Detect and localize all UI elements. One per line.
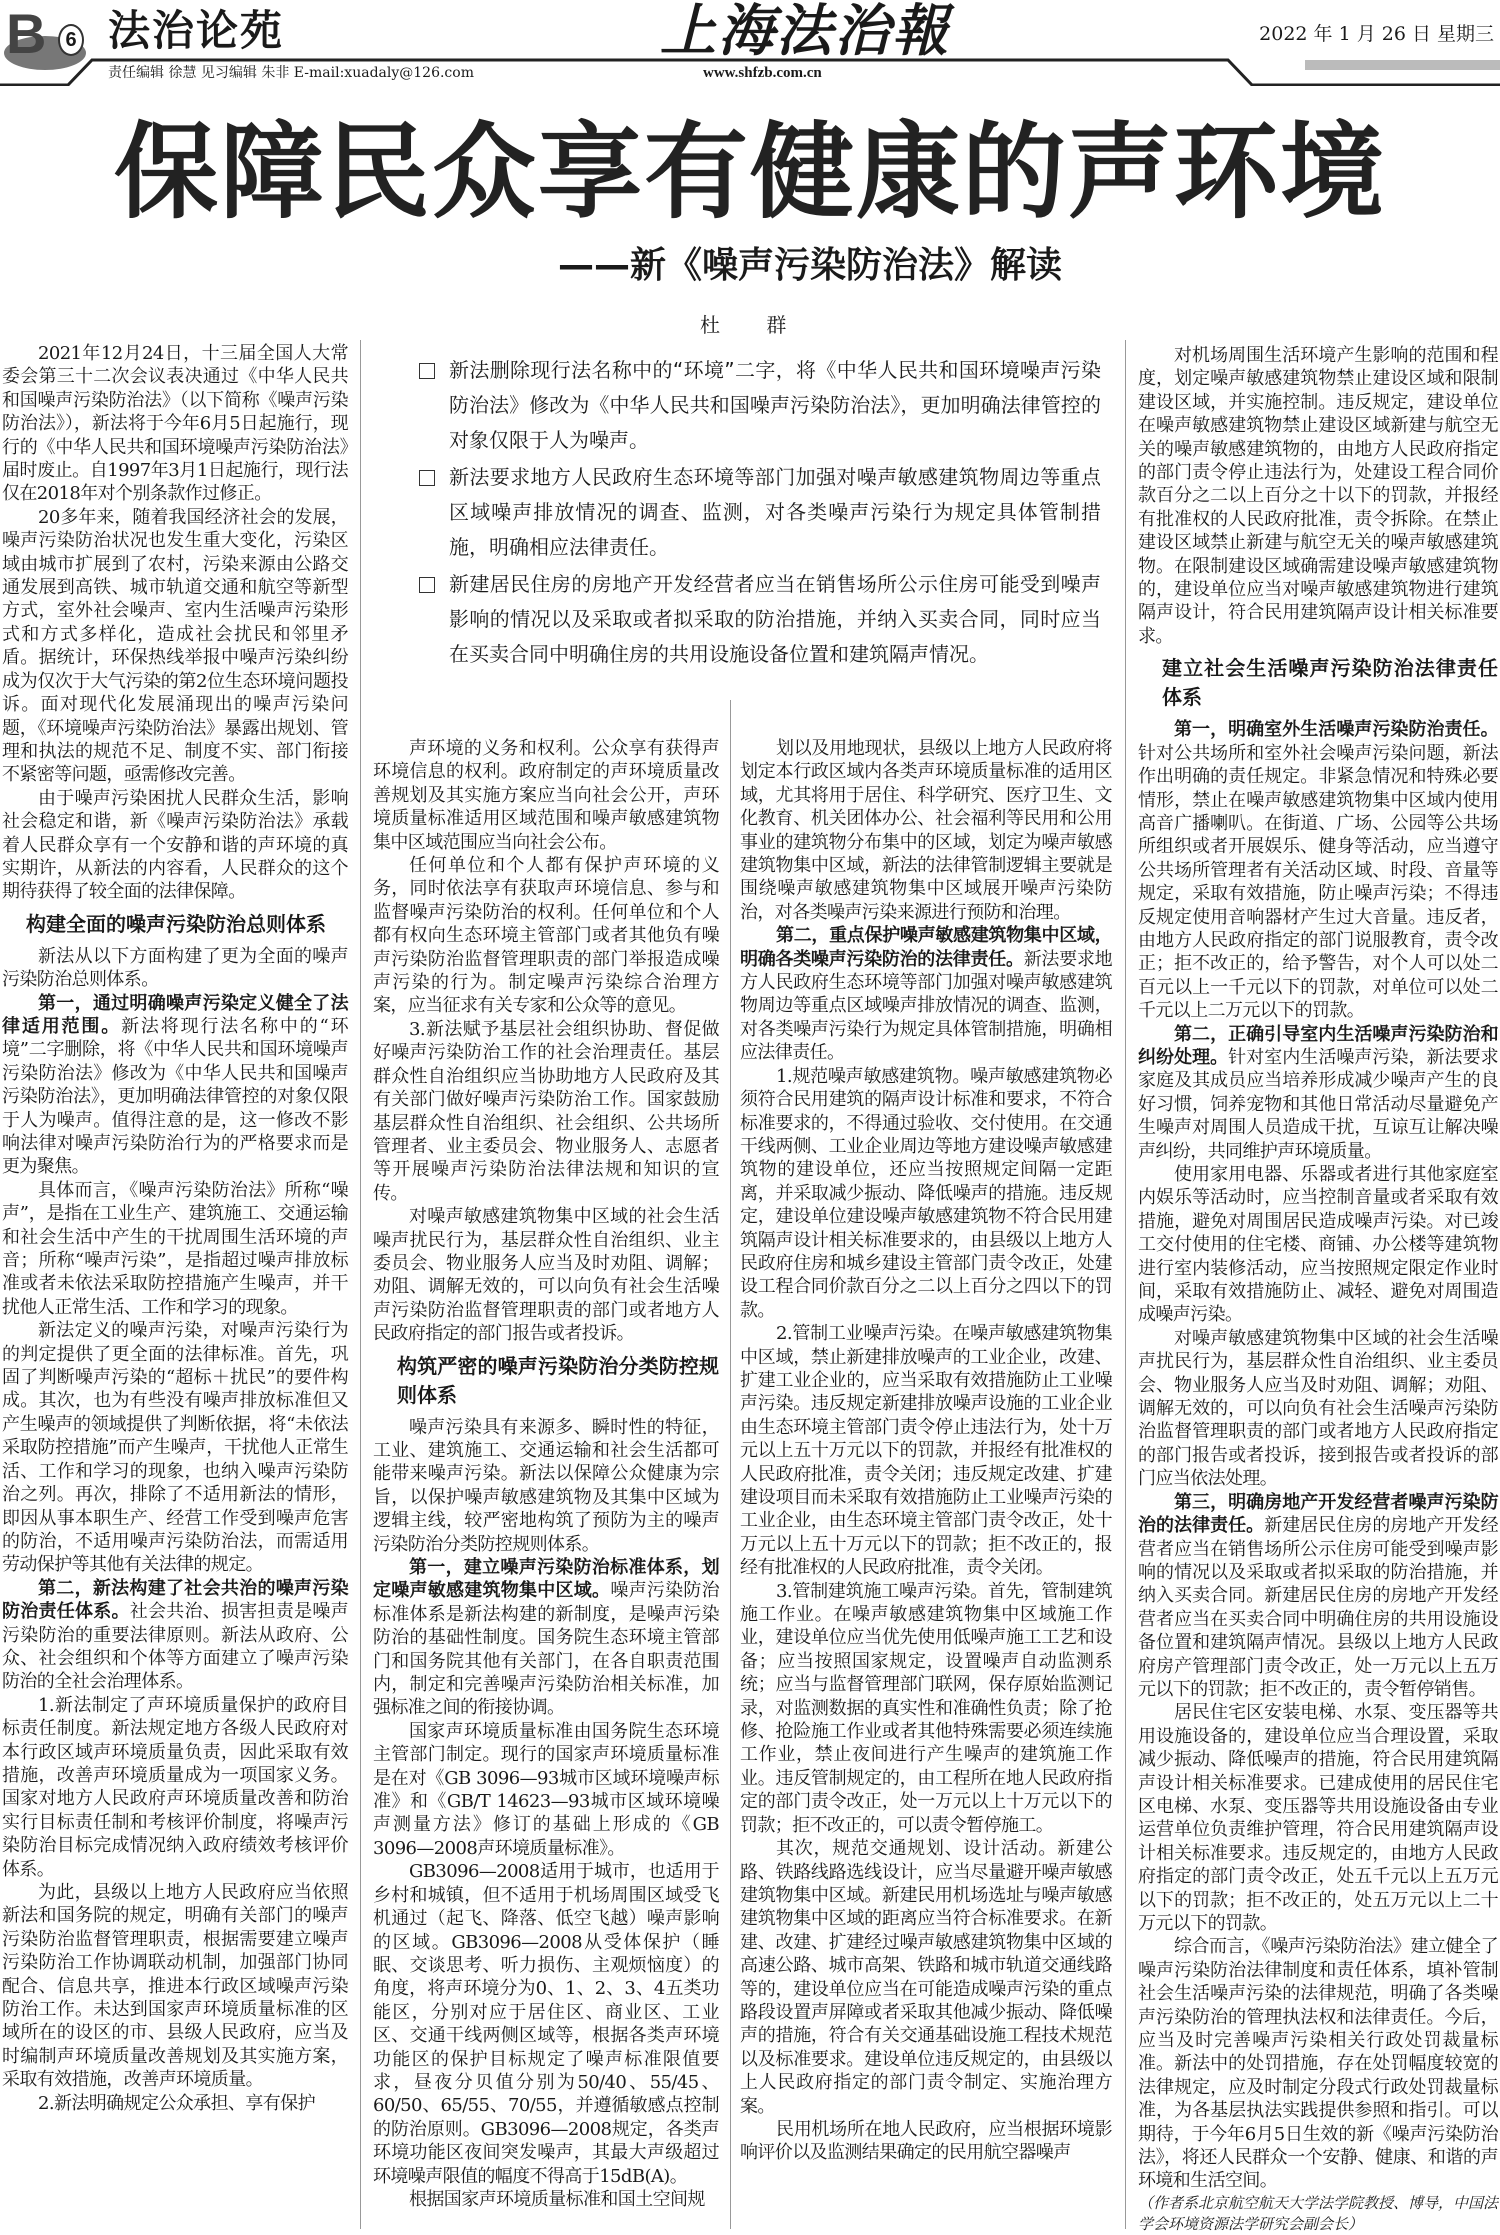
article-column-1 bbox=[2, 342, 348, 2115]
section-heading: 构筑严密的噪声污染防治分类防控规则体系 bbox=[397, 1353, 719, 1407]
paragraph-text: 噪声污染防治标准体系是新法构建的新制度，是噪声污染防治的基础性制度。国务院生态环境主管部门和国务院其他有关部门，在各自职责范围内，制定和完善噪声污染防治相关标准，加强标准之间的衔接协调。 bbox=[373, 1580, 720, 1719]
paragraph bbox=[2, 1881, 348, 2092]
paragraph bbox=[1138, 1163, 1498, 1327]
section-name: 法治论苑 bbox=[108, 6, 285, 55]
paragraph-text: 新法定义的噪声污染，对噪声污染行为的判定提供了更全面的法律标准。首先，巩固了判断噪声污染的“超标＋扰民”的要件构成。其次，也为有些没有噪声排放标准但又产生噪声的领域提供了判断依据，将“未依法采取防控措施”而产生噪声，干扰他人正常生活、工作和学习的现象，也纳入噪声污染防治之列。再次，排除了不适用新法的情形，即因从事本职生产、经营工作受到噪声危害的防治，不适用噪声污染防治法，而需适用劳动保护等其他有关法律的规定。 bbox=[2, 1320, 348, 1576]
column-divider bbox=[730, 700, 731, 2229]
section-heading: 构建全面的噪声污染防治总则体系 bbox=[26, 911, 326, 936]
paragraph bbox=[740, 737, 1112, 924]
paragraph bbox=[373, 1416, 719, 1556]
paragraph bbox=[740, 1065, 1112, 1322]
checkbox-square-icon bbox=[419, 577, 435, 593]
section-heading: 建立社会生活噪声污染防治法律责任体系 bbox=[1162, 656, 1498, 710]
paragraph-text: 对机场周围生活环境产生影响的范围和程度，划定噪声敏感建筑物禁止建设区域和限制建设区域，并实施控制。违反规定，建设单位在噪声敏感建筑物禁止建设区域新建与航空无关的噪声敏感建筑物的，由地方人民政府指定的部门责令停止违法行为，处建设工程合同价款百分之二以上百分之十以下的罚款，并报经有批准权的人民政府批准，责令拆除。在禁止建设区域禁止新建与航空无关的噪声敏感建筑物。在限制建设区域确需建设噪声敏感建筑物的，建设单位应当对噪声敏感建筑物进行建筑隔声设计，符合民用建筑隔声设计相关标准要求。 bbox=[1138, 345, 1498, 647]
highlight-item bbox=[419, 460, 1101, 565]
paragraph-text: 使用家用电器、乐器或者进行其他家庭室内娱乐等活动时，应当控制音量或者采取有效措施，避免对周围居民造成噪声污染。对已竣工交付使用的住宅楼、商铺、办公楼等建筑物进行室内装修活动，应当按照规定限定作业时间，采取有效措施防止、减轻、避免对周围造成噪声污染。 bbox=[1138, 1164, 1498, 1326]
headline: 保障民众享有健康的声环境 bbox=[113, 111, 1386, 233]
header-bar bbox=[1305, 60, 1500, 70]
paragraph bbox=[1138, 1327, 1498, 1491]
newspaper-masthead-logo: 上海法治報 bbox=[660, 0, 950, 64]
paragraph-text: 具体而言，《噪声污染防治法》所称“噪声”，是指在工业生产、建筑施工、交通运输和社会生活中产生的干扰周围生活环境的声音；所称“噪声污染”，是指超过噪声排放标准或者未依法采取防控措施产生噪声，并干扰他人正常生活、工作和学习的现象。 bbox=[2, 1179, 348, 1318]
paragraph-text: 2.新法明确规定公众承担、享有保护 bbox=[38, 2092, 315, 2114]
paragraph bbox=[1138, 1935, 1498, 2192]
paragraph bbox=[373, 1018, 719, 1205]
paragraph bbox=[740, 1580, 1112, 1837]
paragraph-text: 2021年12月24日，十三届全国人大常委会第三十二次会议表决通过《中华人民共和国噪声污染防治法》（以下简称《噪声污染防治法》），新法将于今年6月5日起施行，现行的《中华人民共和国环境噪声污染防治法》届时废止。自1997年3月1日起施行，现行法仅在2018年对个别条款作过修正。 bbox=[2, 343, 348, 505]
paragraph bbox=[2, 2092, 348, 2115]
column-divider bbox=[1125, 340, 1126, 2229]
paragraph-text: 居民住宅区安装电梯、水泵、变压器等共用设施设备的，建设单位应当合理设置，采取减少振动、降低噪声的措施，符合民用建筑隔声设计相关标准要求。已建成使用的居民住宅区电梯、水泵、变压器等共用设施设备由专业运营单位负责维护管理，符合民用建筑隔声设计相关标准要求。违反规定的，由地方人民政府指定的部门责令改正，处五千元以上五万元以下的罚款；拒不改正的，处五万元以上二十万元以下的罚款。 bbox=[1138, 1702, 1498, 1934]
paragraph-lead: 第二，新法构建了社会共治的噪声污染防治责任体系。 bbox=[2, 1577, 348, 1623]
paragraph-text: 对噪声敏感建筑物集中区域的社会生活噪声扰民行为，基层群众性自治组织、业主委员会、物业服务人应当及时劝阻、调解；劝阻、调解无效的，可以向负有社会生活噪声污染防治监督管理职责的部门或者地方人民政府指定的部门报告或者投诉，接到报告或者投诉的部门应当依法处理。 bbox=[1138, 1327, 1498, 1490]
author-byline: 杜 群 bbox=[700, 313, 807, 337]
paragraph bbox=[2, 1319, 348, 1576]
paragraph bbox=[1138, 1701, 1498, 1935]
paragraph bbox=[2, 1694, 348, 1881]
editor-credits: 责任编辑 徐慧 见习编辑 朱非 E-mail:xuadaly@126.com bbox=[108, 65, 474, 81]
issue-date: 2022 年 1 月 26 日 星期三 bbox=[1259, 23, 1494, 45]
paragraph-text: 新法将现行法名称中的“环境”二字删除，将《中华人民共和国环境噪声污染防治法》修改为《中华人民共和国噪声污染防治法》，更加明确法律管控的对象仅限于人为噪声。值得注意的是，这一修改不影响法律对噪声污染防治行为的严格要求而是更为聚焦。 bbox=[2, 1015, 348, 1178]
paragraph-text: 划以及用地现状，县级以上地方人民政府将划定本行政区域内各类声环境质量标准的适用区域，尤其将用于居住、科学研究、医疗卫生、文化教育、机关团体办公、社会福利等民用和公用事业的建筑物分布集中的区域，划定为噪声敏感建筑物集中区域，新法的法律管制逻辑主要就是围绕噪声敏感建筑物集中区域展开噪声污染防治，对各类噪声污染来源进行预防和治理。 bbox=[740, 738, 1112, 923]
article-column-2 bbox=[373, 737, 719, 2211]
checkbox-square-icon bbox=[419, 470, 435, 486]
paragraph-text: 新法从以下方面构建了更为全面的噪声污染防治总则体系。 bbox=[2, 945, 348, 991]
paragraph bbox=[2, 787, 348, 904]
article-column-3 bbox=[740, 737, 1112, 2165]
column-divider bbox=[360, 340, 361, 2229]
paragraph-text: 针对公共场所和室外社会噪声污染问题，新法作出明确的责任规定。非紧急情况和特殊必要情形，禁止在噪声敏感建筑物集中区域内使用高音广播喇叭。在街道、广场、公园等公共场所组织或者开展娱乐、健身等活动，应当遵守公共场所管理者有关活动区域、时段、音量等规定，采取有效措施，防止噪声污染；不得违反规定使用音响器材产生过大音量。违反者，由地方人民政府指定的部门说服教育，责令改正；拒不改正的，给予警告，对个人可以处二百元以上一千元以下的罚款，对单位可以处二千元以上二万元以下的罚款。 bbox=[1138, 742, 1498, 1022]
paragraph-text: 综合而言，《噪声污染防治法》建立健全了噪声污染防治法律制度和责任体系，填补管制社会生活噪声污染的法律规范，明确了各类噪声污染防治的管理执法权和法律责任。今后，应当及时完善噪声污染相关行政处罚裁量标准。新法中的处罚措施，存在处罚幅度较宽的法律规定，应及时制定分段式行政处罚裁量标准，为各基层执法实践提供参照和指引。可以期待，于今年6月5日生效的新《噪声污染防治法》，将还人民群众一个安静、健康、和谐的声环境和生活空间。 bbox=[1138, 1936, 1498, 2192]
paragraph-text: 任何单位和个人都有保护声环境的义务，同时依法享有获取声环境信息、参与和监督噪声污染防治的权利。任何单位和个人都有权向生态环境主管部门或者其他负有噪声污染防治监督管理职责的部门举报造成噪声污染的行为。制定噪声污染综合治理方案，应当征求有关专家和公众等的意见。 bbox=[373, 855, 719, 1017]
paragraph-text: 对噪声敏感建筑物集中区域的社会生活噪声扰民行为，基层群众性自治组织、业主委员会、物业服务人应当及时劝阻、调解；劝阻、调解无效的，可以向负有社会生活噪声污染防治监督管理职责的部门或者地方人民政府指定的部门报告或者投诉。 bbox=[373, 1206, 719, 1345]
paragraph bbox=[1138, 718, 1498, 1022]
paragraph-text: 民用机场所在地人民政府，应当根据环境影响评价以及监测结果确定的民用航空器噪声 bbox=[740, 2118, 1112, 2164]
highlights-box bbox=[403, 349, 1117, 678]
paragraph bbox=[2, 342, 348, 506]
paragraph bbox=[373, 854, 719, 1018]
paragraph bbox=[2, 945, 348, 992]
paragraph bbox=[373, 1860, 719, 2188]
paragraph-text: 新法要求地方人民政府生态环境等部门加强对噪声敏感建筑物周边等重点区域噪声排放情况的调查、监测，对各类噪声污染行为规定具体管制措施，明确相应法律责任。 bbox=[740, 948, 1113, 1064]
paragraph bbox=[740, 2118, 1112, 2165]
paragraph-text: 社会共治、损害担责是噪声污染防治的重要法律原则。新法从政府、公众、社会组织和个体等方面建立了噪声污染防治的全社会治理体系。 bbox=[2, 1601, 348, 1693]
paragraph-text: 2.管制工业噪声污染。在噪声敏感建筑物集中区域，禁止新建排放噪声的工业企业，改建、扩建工业企业的，应当采取有效措施防止工业噪声污染。违反规定新建排放噪声设施的工业企业由生态环境主管部门责令停止违法行为，处十万元以上五十万元以下的罚款，并报经有批准权的人民政府批准，责令关闭；违反规定改建、扩建建设项目而未采取有效措施防止工业噪声污染的工业企业，由生态环境主管部门责令改正，处十万元以上五十万元以下的罚款；拒不改正的，报经有批准权的人民政府批准，责令关闭。 bbox=[740, 1323, 1112, 1579]
paragraph-text: 3.管制建筑施工噪声污染。首先，管制建筑施工作业。在噪声敏感建筑物集中区域施工作业，建设单位应当优先使用低噪声施工工艺和设备；应当按照国家规定，设置噪声自动监测系统；应当与监督管理部门联网，保存原始监测记录，对监测数据的真实性和准确性负责；除了抢修、抢险施工作业或者其他特殊需要必须连续施工作业，禁止夜间进行产生噪声的建筑施工作业。违反管制规定的，由工程所在地人民政府指定的部门责令改正，处一万元以上十万元以下的罚款；拒不改正的，可以责令暂停施工。 bbox=[740, 1580, 1112, 1836]
paragraph bbox=[373, 1205, 719, 1345]
paragraph bbox=[1138, 344, 1498, 648]
paragraph bbox=[2, 992, 348, 1179]
paragraph-text: 声环境的义务和权利。公众享有获得声环境信息的权利。政府制定的声环境质量改善规划及其实施方案应当向社会公开，声环境质量标准适用区域范围和噪声敏感建筑物集中区域范围应当向社会公布。 bbox=[373, 738, 719, 853]
paragraph bbox=[2, 506, 348, 787]
paragraph-text: 针对室内生活噪声污染，新法要求家庭及其成员应当培养形成减少噪声产生的良好习惯，饲养宠物和其他日常活动尽量避免产生噪声对周围人员造成干扰，互谅互让解决噪声纠纷，共同维护声环境质量。 bbox=[1138, 1046, 1499, 1162]
paragraph bbox=[2, 1577, 348, 1694]
highlight-text: 新建居民住房的房地产开发经营者应当在销售场所公示住房可能受到噪声影响的情况以及采取或者拟采取的防治措施，并纳入买卖合同，同时应当在买卖合同中明确住房的共用设施设备位置和建筑隔声情况。 bbox=[449, 572, 1101, 666]
paragraph bbox=[373, 1720, 719, 1860]
paragraph bbox=[740, 1837, 1112, 2118]
paragraph-text: （作者系北京航空航天大学法学院教授、博导，中国法学会环境资源法学研究会副会长） bbox=[1138, 2193, 1499, 2233]
paragraph-lead: 第一，建立噪声污染防治标准体系，划定噪声敏感建筑物集中区域。 bbox=[373, 1557, 719, 1602]
paragraph bbox=[740, 924, 1112, 1064]
paragraph-text: 噪声污染具有来源多、瞬时性的特征，工业、建筑施工、交通运输和社会生活都可能带来噪声污染。新法以保障公众健康为宗旨，以保护噪声敏感建筑物及其集中区域为逻辑主线，较严密地构筑了预防为主的噪声污染防治分类防控规则体系。 bbox=[373, 1416, 719, 1555]
paragraph-text: 1.新法制定了声环境质量保护的政府目标责任制度。新法规定地方各级人民政府对本行政区域声环境质量负责，因此采取有效措施，改善声环境质量成为一项国家义务。国家对地方人民政府声环境质量改善和防治实行目标责任制和考核评价制度，将噪声污染防治目标完成情况纳入政府绩效考核评价体系。 bbox=[2, 1694, 348, 1880]
paragraph-text: 根据国家声环境质量标准和国土空间规 bbox=[409, 2188, 705, 2210]
paragraph-text: 20多年来，随着我国经济社会的发展，噪声污染防治状况也发生重大变化，污染区域由城市扩展到了农村，污染来源由公路交通发展到高铁、城市轨道交通和航空等新型方式，室外社会噪声、室内生活噪声污染形式和方式多样化，造成社会扰民和邻里矛盾。据统计，环保热线举报中噪声污染纠纷成为仅次于大气污染的第2位生态环境问题投诉。面对现代化发展涌现出的噪声污染问题，《环境噪声污染防治法》暴露出规划、管理和执法的规范不足、制度不实、部门衔接不紧密等问题，亟需修改完善。 bbox=[2, 506, 348, 786]
paragraph bbox=[373, 737, 719, 854]
highlight-text: 新法删除现行法名称中的“环境”二字，将《中华人民共和国环境噪声污染防治法》修改为《中华人民共和国噪声污染防治法》，更加明确法律管控的对象仅限于人为噪声。 bbox=[449, 358, 1101, 452]
paragraph-lead: 第三，明确房地产开发经营者噪声污染防治的法律责任。 bbox=[1138, 1491, 1498, 1537]
paragraph-text: 其次，规范交通规划、设计活动。新建公路、铁路线路选线设计，应当尽量避开噪声敏感建筑物集中区域。新建民用机场选址与噪声敏感建筑物集中区域的距离应当符合标准要求。在新建、改建、扩建经过噪声敏感建筑物集中区域的高速公路、城市高架、铁路和城市轨道交通线路等的，建设单位应当在可能造成噪声污染的重点路段设置声屏障或者采取其他减少振动、降低噪声的措施，符合有关交通基础设施工程技术规范以及标准要求。建设单位违反规定的，由县级以上人民政府指定的部门责令制定、实施治理方案。 bbox=[740, 1838, 1112, 2117]
subheadline: ——新《噪声污染防治法》解读 bbox=[557, 245, 1062, 286]
highlight-item bbox=[419, 567, 1101, 672]
paragraph-text: 由于噪声污染困扰人民群众生活，影响社会稳定和谐，新《噪声污染防治法》承载着人民群众享有一个安静和谐的声环境的真实期许，从新法的内容看，人民群众的这个期待获得了较全面的法律保障。 bbox=[2, 787, 348, 903]
paragraph bbox=[2, 1179, 348, 1319]
website-link[interactable]: www.shfzb.com.cn bbox=[703, 65, 822, 81]
paragraph-text: 为此，县级以上地方人民政府应当依照新法和国务院的规定，明确有关部门的噪声污染防治监督管理职责，根据需要建立噪声污染防治工作协调联动机制，加强部门协同配合、信息共享，推进本行政区域噪声污染防治工作。未达到国家声环境质量标准的区域所在的设区的市、县级人民政府，应当及时编制声环境质量改善规划及其实施方案，采取有效措施，改善声环境质量。 bbox=[2, 1882, 348, 2091]
page-number: 6 bbox=[58, 24, 84, 56]
highlight-text: 新法要求地方人民政府生态环境等部门加强对噪声敏感建筑物周边等重点区域噪声排放情况的调查、监测，对各类噪声污染行为规定具体管制措施，明确相应法律责任。 bbox=[449, 465, 1101, 559]
paragraph bbox=[1138, 1023, 1498, 1163]
paragraph-text: GB3096—2008适用于城市，也适用于乡村和城镇，但不适用于机场周围区域受飞机通过（起飞、降落、低空飞越）噪声影响的区域。GB3096—2008从受体保护（睡眠、交谈思考、听力损伤、主观烦恼度）的角度，将声环境分为0、1、2、3、4五类功能区，分别对应于居住区、商业区、工业区、交通干线两侧区域等，根据各类声环境功能区的保护目标规定了噪声标准限值要求，昼夜分贝值分别为50/40、55/45、60/50、65/55、70/55，并遵循敏感点控制的防治原则。GB3096—2008规定，各类声环境功能区夜间突发噪声，其最大声级超过环境噪声限值的幅度不得高于15dB(A)。 bbox=[373, 1861, 719, 2187]
paragraph-lead: 第一，通过明确噪声污染定义健全了法律适用范围。 bbox=[2, 992, 348, 1037]
checkbox-square-icon bbox=[419, 363, 435, 379]
paragraph bbox=[373, 2188, 719, 2211]
paragraph-lead: 第二，重点保护噪声敏感建筑物集中区域，明确各类噪声污染防治的法律责任。 bbox=[740, 925, 1112, 970]
paragraph bbox=[740, 1322, 1112, 1579]
page-letter: B bbox=[6, 2, 47, 65]
highlight-item bbox=[419, 353, 1101, 458]
paragraph-lead: 第二，正确引导室内生活噪声污染防治和纠纷处理。 bbox=[1138, 1023, 1498, 1068]
paragraph bbox=[1138, 1491, 1498, 1702]
paragraph-text: 国家声环境质量标准由国务院生态环境主管部门制定。现行的国家声环境质量标准是在对《GB 3096—93城市区域环境噪声标准》和《GB/T 14623—93城市区域环境噪声测量方法》修订的基础上形成的《GB 3096—2008声环境质量标准》。 bbox=[373, 1720, 719, 1859]
article-column-4 bbox=[1138, 344, 1498, 2235]
paragraph-text: 3.新法赋予基层社会组织协助、督促做好噪声污染防治工作的社会治理责任。基层群众性自治组织应当协助地方人民政府及其有关部门做好噪声污染防治工作。国家鼓励基层群众性自治组织、社会组织、公共场所管理者、业主委员会、物业服务人、志愿者等开展噪声污染防治法律法规和知识的宣传。 bbox=[373, 1018, 719, 1204]
paragraph-text: 1.规范噪声敏感建筑物。噪声敏感建筑物必须符合民用建筑的隔声设计标准和要求，不符合标准要求的，不得通过验收、交付使用。在交通干线两侧、工业企业周边等地方建设噪声敏感建筑物的建设单位，还应当按照规定间隔一定距离，并采取减少振动、降低噪声的措施。违反规定，建设单位建设噪声敏感建筑物不符合民用建筑隔声设计相关标准要求的，由县级以上地方人民政府住房和城乡建设主管部门责令改正，处建设工程合同价款百分之二以上百分之四以下的罚款。 bbox=[740, 1065, 1112, 1321]
paragraph-text: 新建居民住房的房地产开发经营者应当在销售场所公示住房可能受到噪声影响的情况以及采取或者拟采取的防治措施，并纳入买卖合同。新建居民住房的房地产开发经营者应当在买卖合同中明确住房的共用设施设备位置和建筑隔声情况。县级以上地方人民政府房产管理部门责令改正，处一万元以上五万元以下的罚款；拒不改正的，责令暂停销售。 bbox=[1138, 1515, 1498, 1700]
paragraph bbox=[373, 1556, 719, 1720]
paragraph-lead: 第一，明确室外生活噪声污染防治责任。 bbox=[1174, 719, 1498, 741]
